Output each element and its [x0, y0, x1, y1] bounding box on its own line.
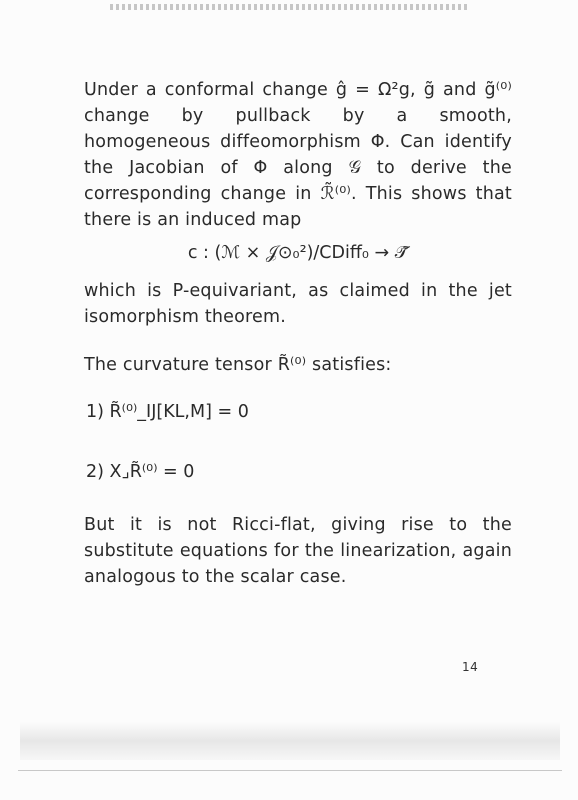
scan-edge-line	[18, 770, 562, 771]
paragraph-ricci-flat: But it is not Ricci-flat, giving rise to the substitute equations for the linearization, again analogous to the scalar case.	[84, 515, 512, 587]
condition-2: 2) X⌟R̃⁽⁰⁾ = 0	[86, 462, 195, 482]
page-number: 14	[462, 660, 479, 674]
condition-1: 1) R̃⁽⁰⁾_IJ[KL,M] = 0	[86, 402, 249, 422]
scan-artifact-bottom	[20, 722, 560, 760]
paragraph-conformal-change: Under a conformal change ĝ = Ω²g, g̃ and g̃⁽⁰⁾ change by pullback by a smooth, homogeneous diffeomorphism Φ. Can identify the Jacobian of Φ along 𝒢 to derive the corresponding change in ℛ̃⁽⁰⁾. This shows that there is an induced map	[84, 80, 512, 230]
paragraph-equivariant: which is P-equivariant, as claimed in the jet isomorphism theorem.	[84, 281, 512, 327]
scan-artifact-top	[110, 4, 470, 10]
equation-induced-map: c : (ℳ × 𝒥⊙₀²)/CDiff₀ → 𝒯̃	[187, 243, 409, 263]
paragraph-curvature-tensor: The curvature tensor R̃⁽⁰⁾ satisfies:	[84, 355, 392, 375]
